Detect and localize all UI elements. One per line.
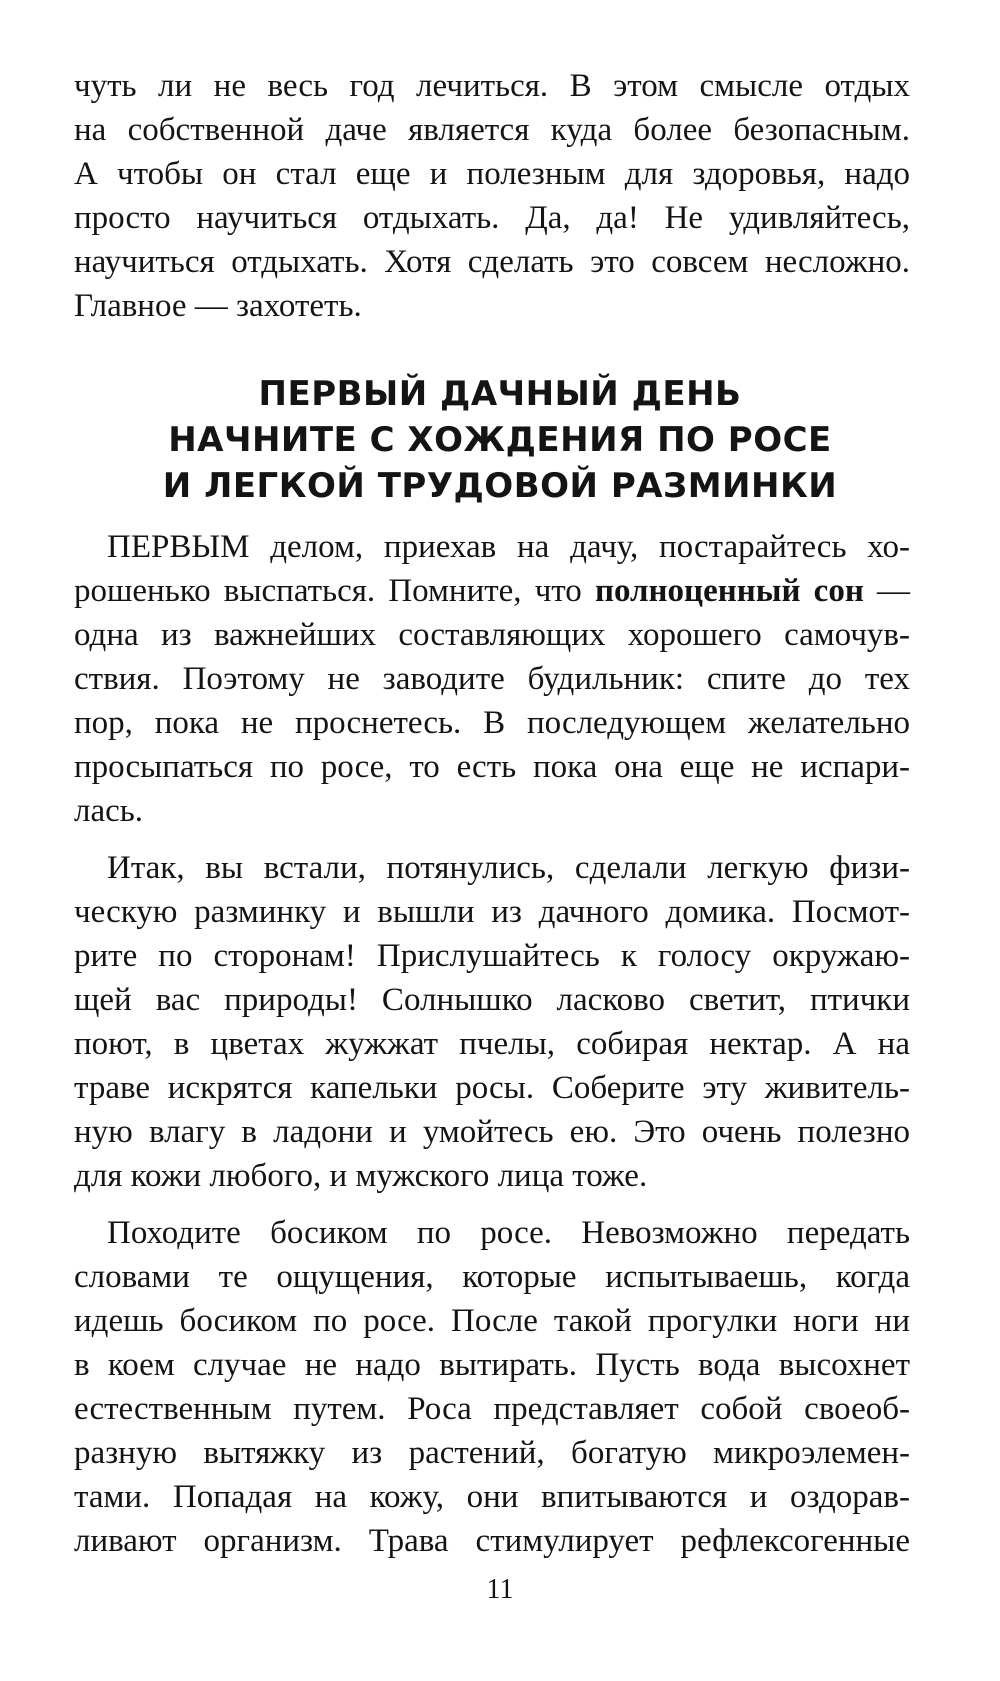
text-line: ПЕРВЫМ делом, приехав на дачу, постарайтесь хо-: [107, 529, 910, 565]
text-line: для кожи любого, и мужского лица тоже.: [74, 1158, 648, 1194]
text-line: в коем случае не надо вытирать. Пусть вода высохнет: [74, 1347, 910, 1383]
text-line: траве искрятся капельки росы. Соберите эту живитель-: [74, 1070, 910, 1106]
text-line: поют, в цветах жужжат пчелы, собирая нектар. А на: [74, 1026, 910, 1062]
text-line: щей вас природы! Солнышко ласково светит, птички: [74, 982, 910, 1018]
text-line: научиться отдыхать. Хотя сделать это совсем несложно.: [74, 244, 910, 280]
emphasized-term: полноценный сон: [594, 573, 864, 609]
text-fragment: рошенько выспаться. Помните, что: [74, 573, 595, 609]
text-line: ную влагу в ладони и умойтесь ею. Это очень полезно: [74, 1114, 910, 1150]
section-heading-line: И ЛЕГКОЙ ТРУДОВОЙ РАЗМИНКИ: [162, 466, 838, 506]
text-line: лась.: [74, 793, 144, 829]
text-line: Главное — захотеть.: [74, 288, 362, 324]
text-line: Походите босиком по росе. Невозможно передать: [107, 1215, 910, 1251]
text-line: разную вытяжку из растений, богатую микроэлемен-: [74, 1435, 910, 1471]
text-line: естественным путем. Роса представляет собой своеоб-: [74, 1391, 910, 1427]
text-line: словами те ощущения, которые испытываешь, когда: [74, 1259, 910, 1295]
text-line: [74, 571, 910, 611]
section-heading-line: ПЕРВЫЙ ДАЧНЫЙ ДЕНЬ: [258, 374, 742, 414]
text-line: рите по сторонам! Прислушайтесь к голосу окружаю-: [74, 938, 910, 974]
text-fragment: —: [863, 573, 910, 609]
text-line: просто научиться отдыхать. Да, да! Не удивляйтесь,: [74, 200, 910, 236]
text-line: Итак, вы встали, потянулись, сделали легкую физи-: [107, 850, 910, 886]
text-line: просыпаться по росе, то есть пока она еще не испари-: [74, 749, 910, 785]
text-line: тами. Попадая на кожу, они впитываются и оздорав-: [74, 1479, 910, 1515]
text-line: идешь босиком по росе. После такой прогулки ноги ни: [74, 1303, 910, 1339]
text-line: одна из важнейших составляющих хорошего самочув-: [74, 617, 910, 653]
text-line: ливают организм. Трава стимулирует рефлексогенные: [74, 1523, 910, 1559]
text-line: пор, пока не проснетесь. В последующем желательно: [74, 705, 910, 741]
page-number: 11: [486, 1574, 514, 1605]
text-line: на собственной даче является куда более безопасным.: [74, 112, 910, 148]
text-line: чуть ли не весь год лечиться. В этом смысле отдых: [74, 68, 910, 104]
text-line: А чтобы он стал еще и полезным для здоровья, надо: [74, 156, 910, 192]
text-line: ствия. Поэтому не заводите будильник: спите до тех: [74, 661, 910, 697]
section-heading-line: НАЧНИТЕ С ХОЖДЕНИЯ ПО РОСЕ: [168, 420, 832, 460]
text-line: ческую разминку и вышли из дачного домика. Посмот-: [74, 894, 910, 930]
